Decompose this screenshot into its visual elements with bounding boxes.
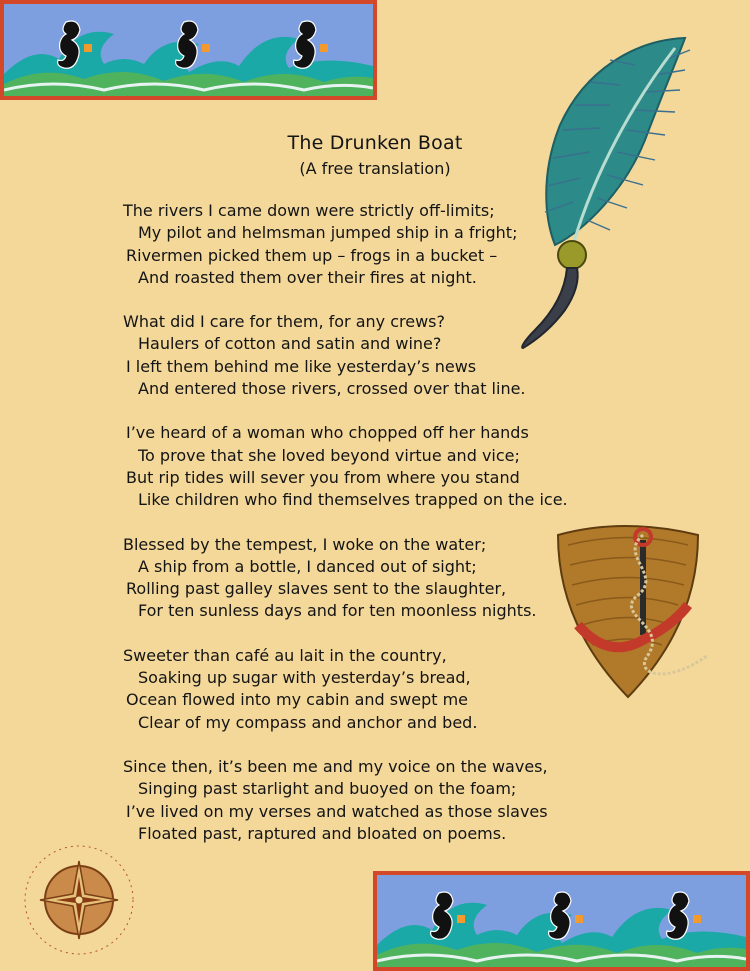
stanza: [123, 200, 583, 289]
poem-line: Since then, it’s been me and my voice on the waves,: [123, 756, 548, 776]
poem-line: Rivermen picked them up – frogs in a bucket –: [126, 245, 498, 265]
poem-line: But rip tides will sever you from where you stand: [126, 467, 520, 487]
poem-title: The Drunken Boat: [287, 132, 463, 154]
poem-line: Soaking up sugar with yesterday’s bread,: [138, 668, 471, 688]
poem-line: Ocean flowed into my cabin and swept me: [126, 690, 469, 710]
compass-rose-icon: [22, 843, 137, 958]
poem-line: I’ve lived on my verses and watched as those slaves: [126, 801, 548, 821]
poem-line: Blessed by the tempest, I woke on the water;: [123, 534, 487, 554]
poem-line: Floated past, raptured and bloated on poems.: [138, 823, 507, 843]
poem-line: My pilot and helmsman jumped ship in a fright;: [138, 223, 518, 243]
poem-line: The rivers I came down were strictly off-limits;: [123, 201, 495, 220]
bottom-wave-banner: [373, 871, 750, 971]
poem-line: I left them behind me like yesterday’s news: [126, 356, 477, 376]
poem-line: For ten sunless days and for ten moonless nights.: [138, 601, 537, 621]
poem-line: I’ve heard of a woman who chopped off her hands: [126, 423, 529, 443]
seahorse-wave-illustration: [377, 875, 746, 967]
poem-line: Rolling past galley slaves sent to the slaughter,: [126, 579, 507, 599]
stanza: [123, 645, 583, 734]
stanza: [123, 534, 583, 623]
poem-line: And roasted them over their fires at night.: [138, 267, 477, 287]
poem-line: Singing past starlight and buoyed on the foam;: [138, 779, 517, 799]
poem-line: What did I care for them, for any crews?: [123, 312, 445, 332]
poem-line: And entered those rivers, crossed over that line.: [138, 379, 526, 399]
seahorse-wave-illustration: [4, 4, 373, 96]
stanza: [123, 756, 583, 845]
poem-subtitle: (A free translation): [299, 159, 451, 178]
poem-line: Clear of my compass and anchor and bed.: [138, 712, 478, 732]
stanza: [123, 422, 583, 511]
feather-icon: [515, 30, 695, 355]
top-wave-banner: [0, 0, 377, 100]
poem-line: Like children who find themselves trapped on the ice.: [138, 490, 568, 510]
stanza: [123, 311, 583, 400]
anchor-shield-icon: [548, 515, 713, 700]
poem-body: [123, 200, 583, 867]
poem-line: Haulers of cotton and satin and wine?: [138, 334, 442, 354]
poem-line: Sweeter than café au lait in the country,: [123, 645, 447, 665]
poem-line: To prove that she loved beyond virtue and vice;: [138, 445, 520, 465]
poem-line: A ship from a bottle, I danced out of sight;: [138, 556, 477, 576]
